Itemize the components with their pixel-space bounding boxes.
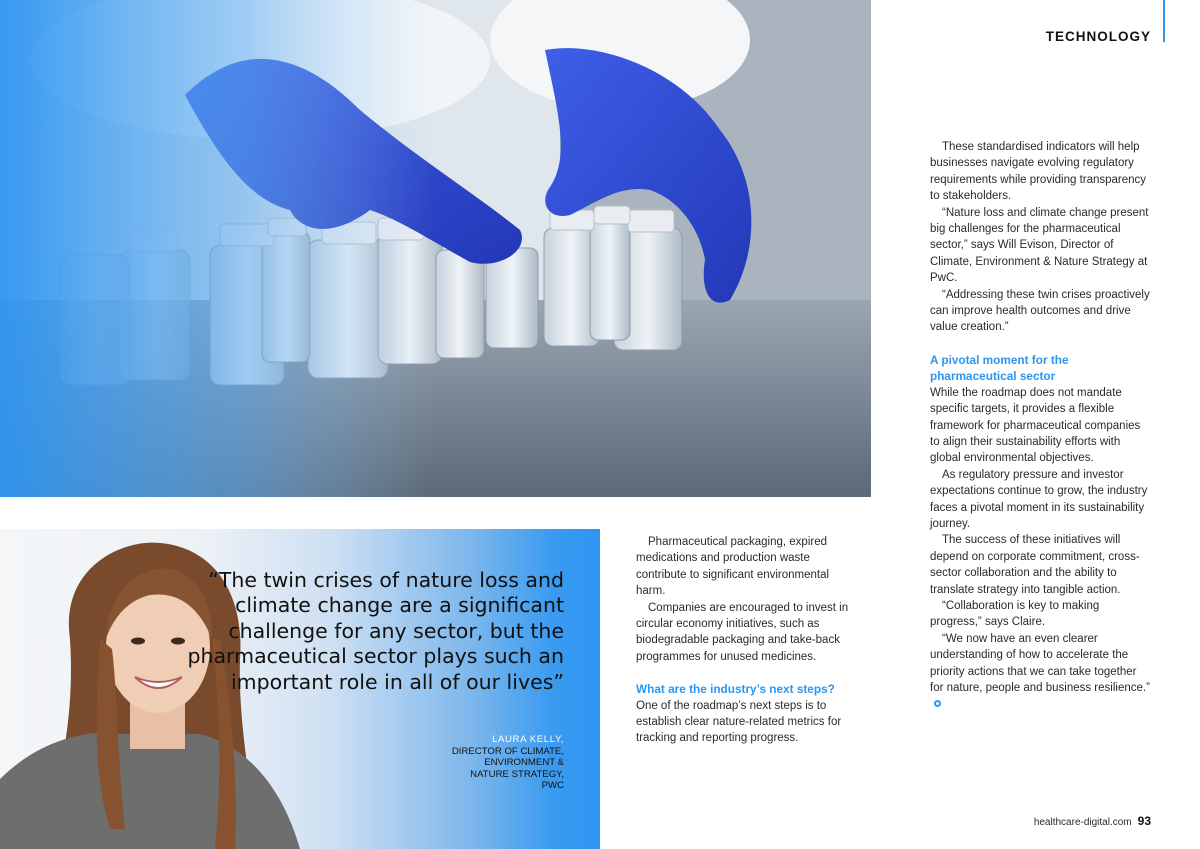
quote-title-line: PWC <box>541 780 564 792</box>
subheading: A pivotal moment for the pharmaceutical sector <box>930 352 1069 384</box>
paragraph: While the roadmap does not mandate specific targets, it provides a flexible framework for pharmaceutical companies to align their sustainability efforts with global environmental objectives. <box>930 386 1141 465</box>
paragraph: The success of these initiatives will depend on corporate commitment, cross-sector collaboration and the ability to translate strategy into tangible action. <box>930 534 1140 596</box>
paragraph: “Collaboration is key to making progress,” says Claire. <box>930 599 1100 629</box>
paragraph-text: “We now have an even clearer understanding of how to accelerate the priority actions that we can take together for nature, people and business resilience.” <box>930 632 1150 694</box>
quote-name: LAURA KELLY, <box>492 734 564 745</box>
quote-title-line: DIRECTOR OF CLIMATE, <box>451 745 564 757</box>
paragraph: Pharmaceutical packaging, expired medications and production waste contribute to significant environmental harm. <box>636 536 830 598</box>
section-tag: TECHNOLOGY <box>1045 29 1151 44</box>
end-mark-icon <box>934 700 941 707</box>
paragraph: “Nature loss and climate change present big challenges for the pharmaceutical sector,” says Will Evison, Director of Climate, Environment & Nature Strategy at PwC. <box>930 206 1149 285</box>
quote-attribution <box>364 734 564 792</box>
subheading: What are the industry’s next steps? <box>636 682 835 697</box>
body-column-middle <box>636 534 856 747</box>
paragraph: Companies are encouraged to invest in circular economy initiatives, such as biodegradable packaging and take-back programmes for unused medicines. <box>636 601 849 663</box>
body-column-right <box>930 139 1150 713</box>
paragraph: “Addressing these twin crises proactively can improve health outcomes and drive value creation.” <box>930 288 1150 334</box>
page-footer <box>1034 814 1151 828</box>
pull-quote: “The twin crises of nature loss and climate change are a significant challenge for any sector, but the pharmaceutical sector plays such an important role in all of our lives” <box>187 568 564 694</box>
paragraph: As regulatory pressure and investor expectations continue to grow, the industry faces a pivotal moment in its sustainability journey. <box>930 468 1148 530</box>
site-url: healthcare-digital.com <box>1033 817 1132 828</box>
hero-photo <box>0 0 871 497</box>
quote-title-line: NATURE STRATEGY, <box>470 768 564 780</box>
quote-panel <box>0 529 600 849</box>
vials-illustration <box>0 0 871 497</box>
paragraph-last <box>930 631 1150 713</box>
section-rule <box>1163 0 1165 42</box>
quote-title-line: ENVIRONMENT & <box>484 757 564 769</box>
page-number: 93 <box>1137 814 1151 828</box>
paragraph: These standardised indicators will help businesses navigate evolving regulatory requirements while providing transparency to stakeholders. <box>930 141 1147 203</box>
paragraph: One of the roadmap’s next steps is to establish clear nature-related metrics for tracking and reporting progress. <box>636 699 842 745</box>
